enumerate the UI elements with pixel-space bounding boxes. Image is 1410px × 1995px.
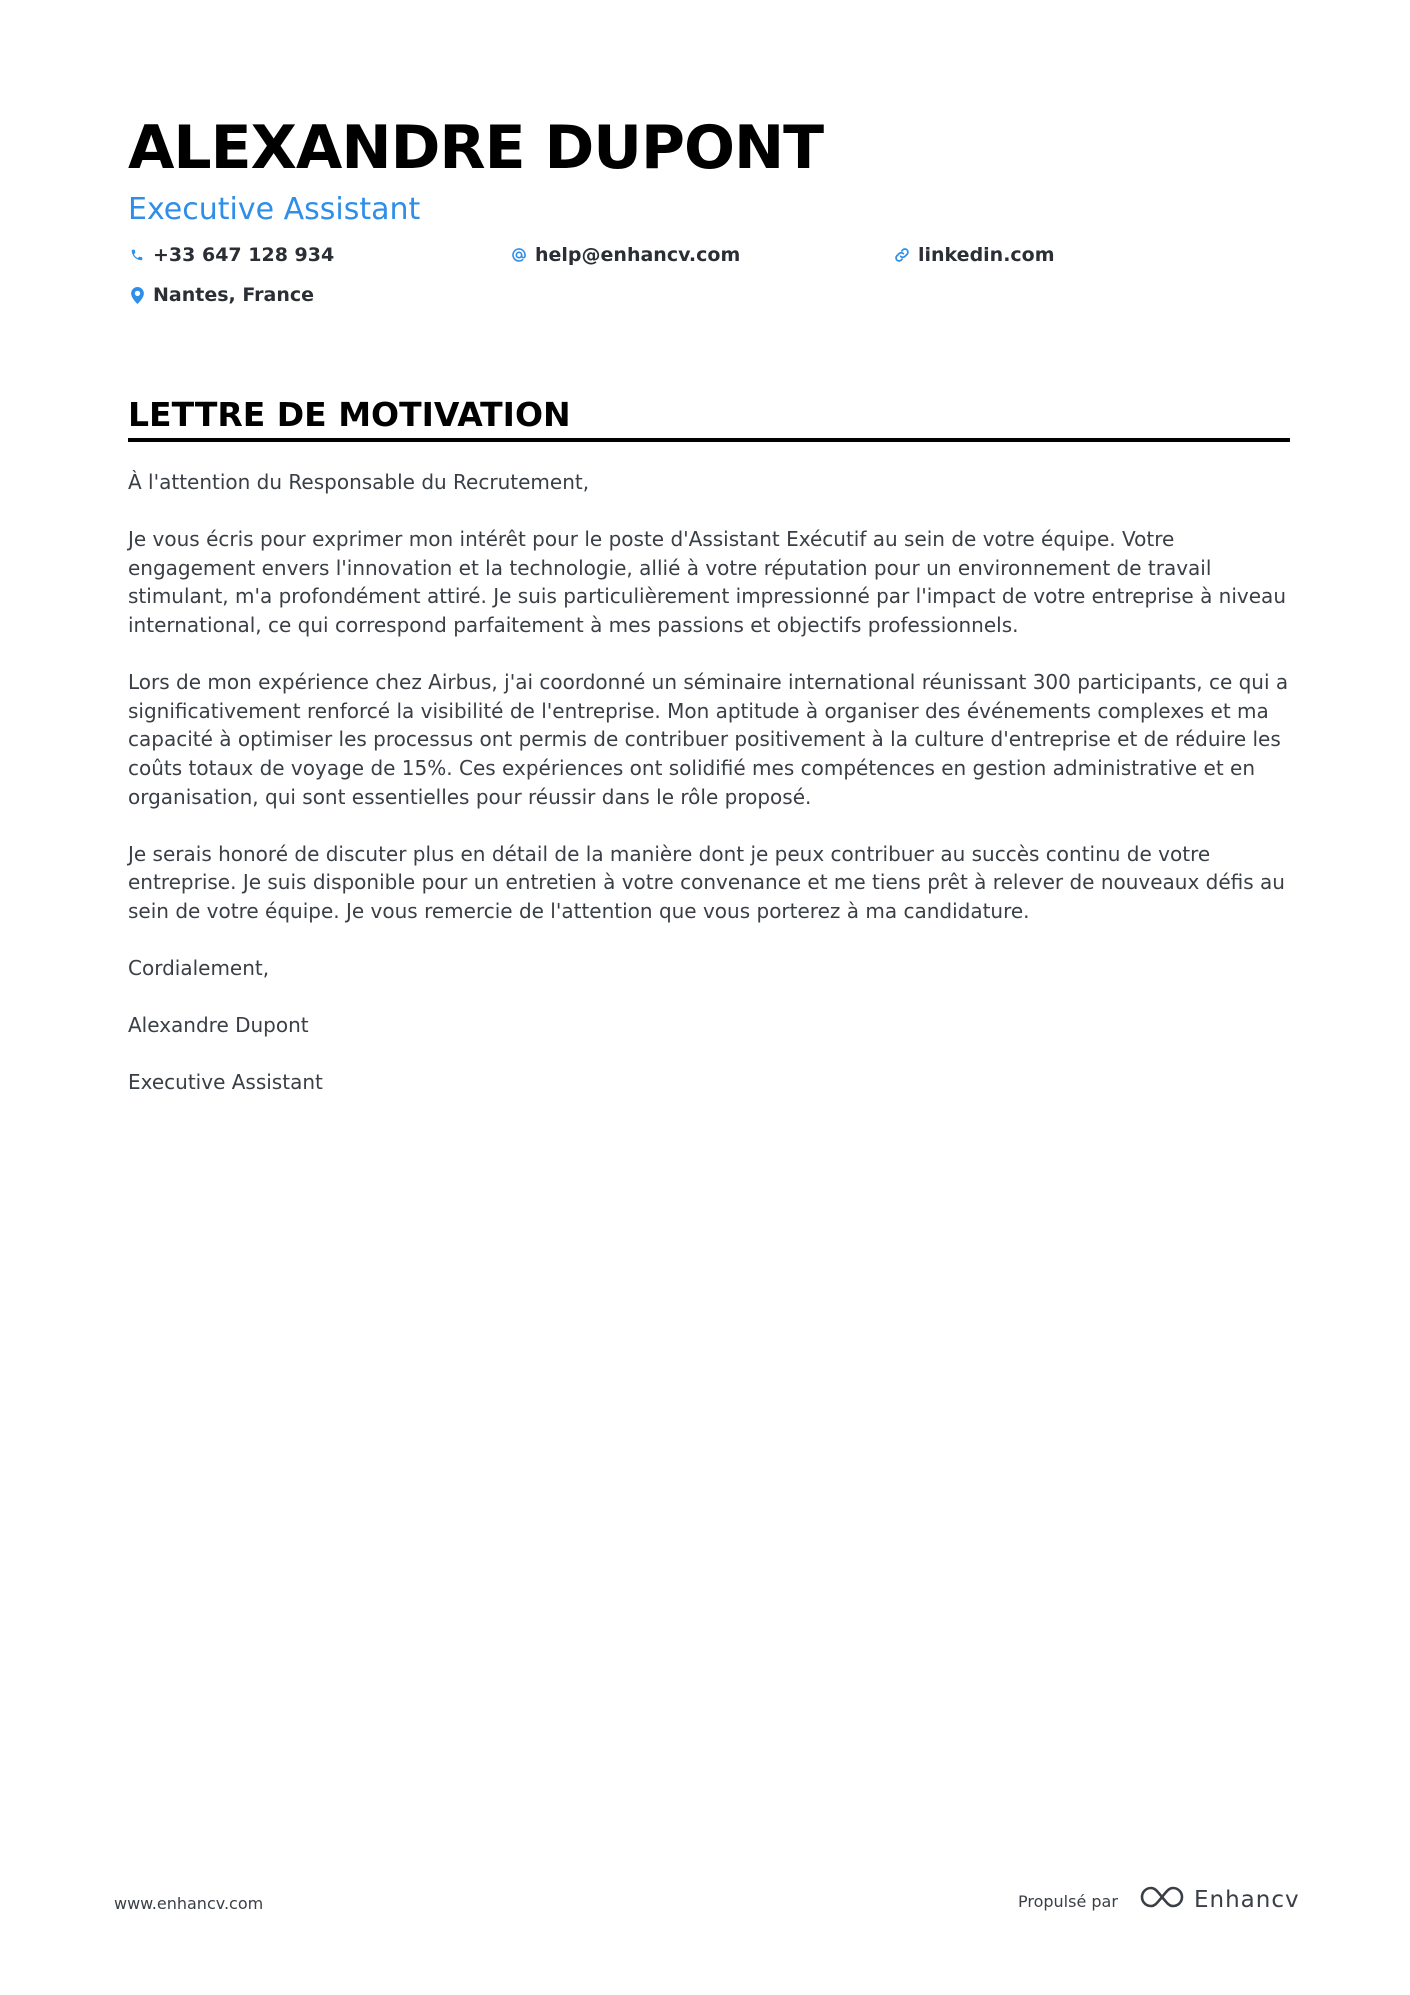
phone-value: +33 647 128 934 [153, 244, 335, 266]
letter-paragraph: Je serais honoré de discuter plus en détail de la manière dont je peux contribuer au succès continu de votre entreprise. Je suis disponible pour un entretien à votre convenance et me tiens prêt à relever de nouveaux défis au sein de votre équipe. Je vous remercie de l'attention que vous porterez à ma candidature. [128, 841, 1285, 923]
enhancv-brand-text: Enhancv [1194, 1886, 1300, 1913]
section-divider [128, 438, 1290, 442]
contact-location [129, 282, 314, 308]
at-icon [511, 246, 527, 264]
email-value[interactable]: help@enhancv.com [535, 244, 741, 266]
enhancv-logo[interactable] [1138, 1884, 1300, 1915]
location-value: Nantes, France [153, 284, 314, 306]
letter-paragraph: Lors de mon expérience chez Airbus, j'ai coordonné un séminaire international réunissant 300 participants, ce qui a significativement renforcé la visibilité de l'entreprise. Mon aptitude à organiser des événements complexes et ma capacité à optimiser les processus ont permis de contribuer positivement à la culture d'entreprise et de réduire les coûts totaux de voyage de 15%. Ces expériences ont solidifié mes compétences en gestion administrative et en organisation, qui sont essentielles pour réussir dans le rôle proposé. [128, 670, 1289, 809]
candidate-name: ALEXANDRE DUPONT [128, 113, 824, 183]
section-title: LETTRE DE MOTIVATION [128, 395, 571, 434]
letter-body [128, 468, 1290, 1126]
signature-title: Executive Assistant [128, 1070, 323, 1095]
enhancv-logo-icon [1138, 1884, 1186, 1915]
phone-icon [129, 246, 145, 264]
contact-email [511, 242, 740, 268]
linkedin-value[interactable]: linkedin.com [918, 244, 1055, 266]
letter-closing: Cordialement, [128, 956, 270, 981]
letter-paragraph: Je vous écris pour exprimer mon intérêt pour le poste d'Assistant Exécutif au sein de votre équipe. Votre engagement envers l'innovation et la technologie, allié à votre réputation pour un environnement de travail stimulant, m'a profondément attiré. Je suis particulièrement impressionné par l'impact de votre entreprise à niveau international, ce qui correspond parfaitement à mes passions et objectifs professionnels. [128, 527, 1286, 637]
contact-linkedin [894, 242, 1055, 268]
candidate-title: Executive Assistant [128, 192, 421, 227]
letter-greeting: À l'attention du Responsable du Recrutement, [128, 470, 590, 494]
link-icon [894, 246, 910, 264]
map-pin-icon [129, 286, 145, 304]
contact-phone [129, 242, 334, 268]
signature-name: Alexandre Dupont [128, 1013, 309, 1038]
footer-powered-by: Propulsé par [1018, 1892, 1118, 1911]
footer-website[interactable]: www.enhancv.com [114, 1894, 264, 1913]
